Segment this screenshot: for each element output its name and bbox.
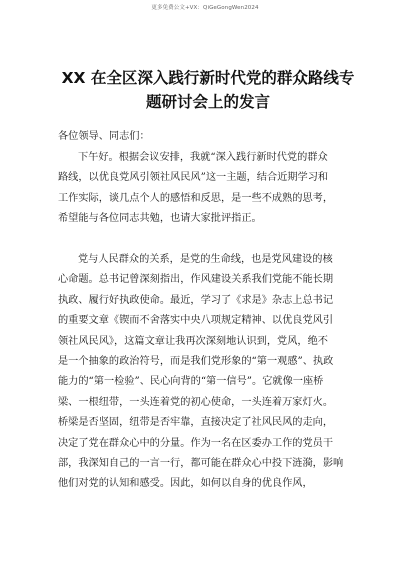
title-line-1: XX 在全区深入践行新时代党的群众路线专 [61,69,355,87]
paragraph-line: 他们对党的认知和感受。因此，如何以自身的优良作风， [58,478,313,490]
salutation: 各位领导、同志们： [58,131,150,142]
watermark-text: 更多免费公文+VX：QiGeGongWen2024 [151,5,259,11]
paragraph-line: 党与人民群众的关系，是党的生命线，也是党风建设的核 [78,254,333,265]
paragraph-line: 下午好。根据会议安排，我就“深入践行新时代党的群众 [78,152,328,163]
document-title [58,66,358,114]
paragraph-line: 希望能与各位同志共勉，也请大家批评指正。 [58,213,262,225]
paragraph-line: 工作实际，谈几点个人的感悟和反思，是一些不成熟的思考， [58,192,334,204]
paragraph-2 [58,250,358,495]
paragraph-line: 桥梁是否坚固，纽带是否牢靠，直接决定了社风民风的走向， [58,417,334,429]
paragraph-line: 是一个抽象的政治符号，而是我们党形象的“第一观感”、执政 [58,356,334,368]
paragraph-line: 决定了党在群众心中的分量。作为一名在区委办工作的党员干 [58,437,334,449]
paragraph-1 [58,148,358,230]
paragraph-line: 部，我深知自己的一言一行，都可能在群众心中投下涟漪，影响 [58,458,344,470]
paragraph-line: 执政、履行好执政使命。最近，学习了《求是》杂志上总书记 [58,294,334,306]
paragraph-line: 梁、一根纽带，一头连着党的初心使命，一头连着万家灯火。 [58,396,334,408]
paragraph-line: 领社风民风》，这篇文章让我再次深刻地认识到，党风，绝不 [58,335,328,347]
paragraph-line: 能力的“第一检验”、民心向背的“第一信号”。它就像一座桥 [58,376,324,388]
title-line-2: 题研讨会上的发言 [145,93,270,111]
paragraph-line: 的重要文章《锲而不舍落实中央八项规定精神、以优良党风引 [58,315,334,327]
paragraph-line: 路线，以优良党风引领社风民风”这一主题，结合近期学习和 [58,172,329,184]
paragraph-line: 心命题。总书记曾深刻指出，作风建设关系我们党能不能长期 [58,274,334,286]
